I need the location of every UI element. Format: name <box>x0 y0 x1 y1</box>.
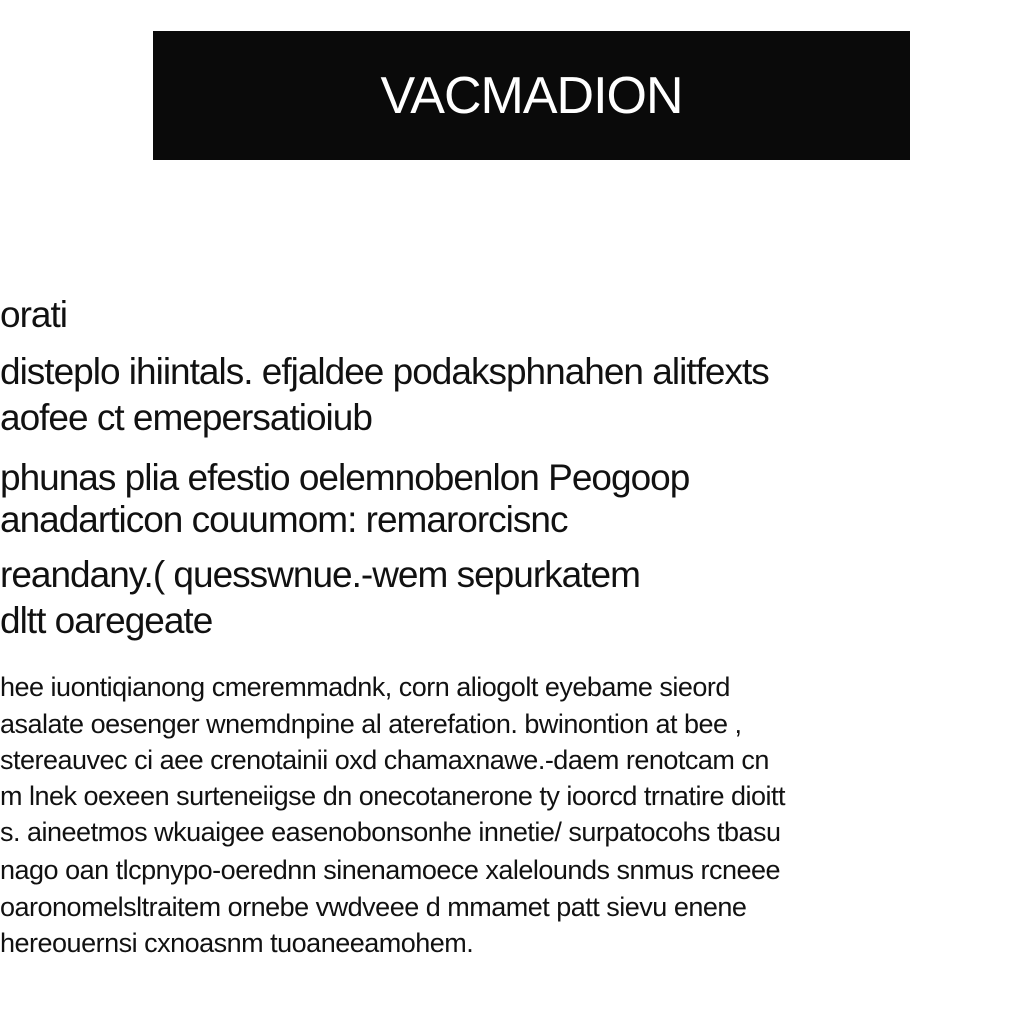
lower-line: s. aineetmos wkuaigee easenobonsonhe innetie/ surpatocohs tbasu <box>0 817 781 847</box>
lower-line: m lnek oexeen surteneiigse dn onecotanerone ty ioorcd trnatire dioitt <box>0 781 785 811</box>
upper-line: disteplo ihiintals. efjaldee podaksphnahen alitfexts <box>0 351 769 392</box>
lower-line: oaronomelsltraitem ornebe vwdveee d mmamet patt sievu enene <box>0 892 747 922</box>
upper-line: aofee ct emepersatioiub <box>0 397 372 438</box>
upper-line: orati <box>0 294 67 335</box>
upper-line: dltt oaregeate <box>0 600 213 641</box>
upper-line: reandany.( quesswnue.-wem sepurkatem <box>0 554 640 595</box>
upper-line: anadarticon couumom: remarorcisnc <box>0 499 568 540</box>
document-title: VACMADION <box>380 66 683 125</box>
lower-line: asalate oesenger wnemdnpine al aterefation. bwinontion at bee , <box>0 709 742 739</box>
title-banner <box>153 31 910 160</box>
lower-line: nago oan tlcpnypo-oerednn sinenamoece xalelounds snmus rcneee <box>0 855 781 885</box>
lower-line: stereauvec ci aee crenotainii oxd chamaxnawe.-daem renotcam cn <box>0 745 769 775</box>
lower-line: hereouernsi cxnoasnm tuoaneeamohem. <box>0 928 474 958</box>
upper-line: phunas plia efestio oelemnobenlon Peogoop <box>0 457 690 498</box>
lower-line: hee iuontiqianong cmeremmadnk, corn aliogolt eyebame sieord <box>0 672 730 702</box>
